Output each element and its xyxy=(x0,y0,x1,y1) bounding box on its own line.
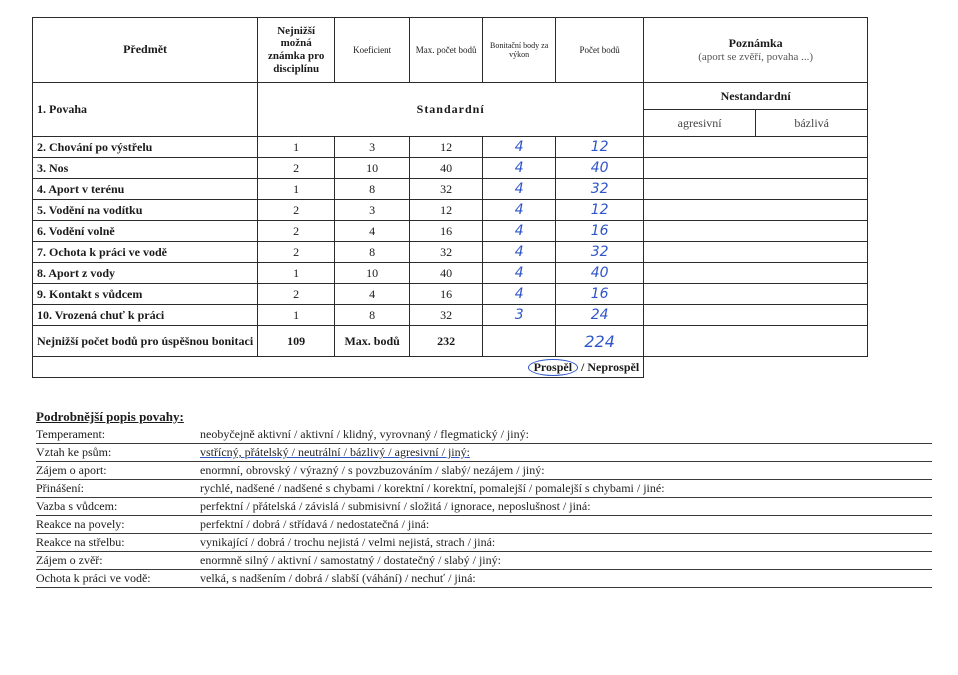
row-coefficient: 10 xyxy=(335,158,410,179)
row-points: 32 xyxy=(556,242,644,263)
summary-empty xyxy=(483,326,556,357)
row-points: 12 xyxy=(556,200,644,221)
row-bonitation: 4 xyxy=(483,242,556,263)
detail-row xyxy=(36,534,932,552)
header-bonitation: Bonitační body za výkon xyxy=(483,18,556,83)
povaha-option-aggressive: agresivní xyxy=(644,110,756,137)
detail-row xyxy=(36,570,932,588)
row-subject: 9. Kontakt s vůdcem xyxy=(33,284,258,305)
detail-label: Vztah ke psům: xyxy=(36,445,112,459)
row-bonitation: 4 xyxy=(483,263,556,284)
header-min-grade: Nejnižší možná známka pro disciplínu xyxy=(258,18,335,83)
row-coefficient: 8 xyxy=(335,305,410,326)
result-blank xyxy=(644,357,868,378)
row-min-grade: 1 xyxy=(258,179,335,200)
table-row xyxy=(33,221,868,242)
row-bonitation: 4 xyxy=(483,221,556,242)
evaluation-table xyxy=(32,17,868,378)
detail-label: Temperament: xyxy=(36,427,106,441)
povaha-nonstandard-title: Nestandardní xyxy=(644,83,868,110)
row-subject: 3. Nos xyxy=(33,158,258,179)
row-max: 16 xyxy=(410,284,483,305)
povaha-standard: Standardní xyxy=(258,83,644,137)
row-min-grade: 2 xyxy=(258,284,335,305)
row-subject: 7. Ochota k práci ve vodě xyxy=(33,242,258,263)
row-coefficient: 4 xyxy=(335,284,410,305)
table-row xyxy=(33,263,868,284)
row-note xyxy=(644,305,868,326)
detail-label: Vazba s vůdcem: xyxy=(36,499,118,513)
row-note xyxy=(644,179,868,200)
row-note xyxy=(644,242,868,263)
row-points: 40 xyxy=(556,263,644,284)
summary-total: 224 xyxy=(556,326,644,357)
detail-label: Reakce na střelbu: xyxy=(36,535,125,549)
result-fail: Neprospěl xyxy=(587,359,640,374)
row-bonitation: 4 xyxy=(483,137,556,158)
detail-label: Ochota k práci ve vodě: xyxy=(36,571,151,585)
row-points: 12 xyxy=(556,137,644,158)
detail-row xyxy=(36,516,932,534)
detail-label: Reakce na povely: xyxy=(36,517,125,531)
row-note xyxy=(644,200,868,221)
detail-row xyxy=(36,480,932,498)
row-max: 40 xyxy=(410,263,483,284)
summary-max-label: Max. bodů xyxy=(335,326,410,357)
row-coefficient: 4 xyxy=(335,221,410,242)
row-points: 16 xyxy=(556,221,644,242)
detail-row xyxy=(36,552,932,570)
row-points: 16 xyxy=(556,284,644,305)
summary-label: Nejnižší počet bodů pro úspěšnou bonitaci xyxy=(33,326,258,357)
summary-max-total: 232 xyxy=(410,326,483,357)
header-points: Počet bodů xyxy=(556,18,644,83)
row-bonitation: 4 xyxy=(483,284,556,305)
detail-title: Podrobnější popis povahy: xyxy=(36,409,184,424)
row-coefficient: 10 xyxy=(335,263,410,284)
table-row xyxy=(33,200,868,221)
row-coefficient: 8 xyxy=(335,179,410,200)
row-subject: 8. Aport z vody xyxy=(33,263,258,284)
row-note xyxy=(644,221,868,242)
header-note xyxy=(644,18,868,83)
row-max: 12 xyxy=(410,137,483,158)
row-max: 12 xyxy=(410,200,483,221)
row-note xyxy=(644,137,868,158)
detail-label: Zájem o zvěř: xyxy=(36,553,103,567)
result-pass: Prospěl xyxy=(528,359,578,376)
table-row xyxy=(33,305,868,326)
row-min-grade: 2 xyxy=(258,242,335,263)
row-max: 32 xyxy=(410,179,483,200)
table-row xyxy=(33,158,868,179)
result-row xyxy=(33,357,868,378)
row-points: 32 xyxy=(556,179,644,200)
result-cell xyxy=(33,357,644,378)
row-subject: 10. Vrozená chuť k práci xyxy=(33,305,258,326)
row-note xyxy=(644,284,868,305)
row-min-grade: 2 xyxy=(258,221,335,242)
detail-row xyxy=(36,444,932,462)
detail-value: enormní, obrovský / výrazný / s povzbuzováním / slabý/ nezájem / jiný: xyxy=(200,463,545,477)
summary-min-total: 109 xyxy=(258,326,335,357)
row-max: 32 xyxy=(410,242,483,263)
table-row xyxy=(33,284,868,305)
detail-value: neobyčejně aktivní / aktivní / klidný, vyrovnaný / flegmatický / jiný: xyxy=(200,427,529,441)
row-subject: 4. Aport v terénu xyxy=(33,179,258,200)
detail-value: vstřícný, přátelský / neutrální / bázlivý / agresivní / jiný: xyxy=(200,445,470,459)
temperament-detail xyxy=(36,409,932,588)
row-note xyxy=(644,158,868,179)
table-row xyxy=(33,137,868,158)
row-subject: 2. Chování po výstřelu xyxy=(33,137,258,158)
row-max: 32 xyxy=(410,305,483,326)
note-title: Poznámka xyxy=(728,35,783,50)
note-subtitle: (aport se zvěří, povaha ...) xyxy=(698,50,814,63)
row-points: 40 xyxy=(556,158,644,179)
detail-row xyxy=(36,426,932,444)
row-min-grade: 1 xyxy=(258,137,335,158)
row-min-grade: 1 xyxy=(258,305,335,326)
row-subject: 5. Vodění na vodítku xyxy=(33,200,258,221)
detail-value: perfektní / přátelská / závislá / submisivní / složitá / ignorace, neposlušnost / jiná: xyxy=(200,499,591,513)
row-bonitation: 4 xyxy=(483,158,556,179)
row-min-grade: 1 xyxy=(258,263,335,284)
detail-value: vynikající / dobrá / trochu nejistá / velmi nejistá, strach / jiná: xyxy=(200,535,496,549)
detail-row xyxy=(36,498,932,516)
row-coefficient: 3 xyxy=(335,137,410,158)
row-subject: 6. Vodění volně xyxy=(33,221,258,242)
table-row xyxy=(33,179,868,200)
row-max: 16 xyxy=(410,221,483,242)
row-bonitation: 4 xyxy=(483,200,556,221)
detail-row xyxy=(36,462,932,480)
header-max-points: Max. počet bodů xyxy=(410,18,483,83)
detail-label: Zájem o aport: xyxy=(36,463,107,477)
detail-value: perfektní / dobrá / střídavá / nedostatečná / jiná: xyxy=(200,517,430,531)
header-subject: Předmět xyxy=(33,18,258,83)
row-note xyxy=(644,263,868,284)
row-bonitation: 3 xyxy=(483,305,556,326)
detail-label: Přinášení: xyxy=(36,481,84,495)
table-row xyxy=(33,242,868,263)
row-coefficient: 8 xyxy=(335,242,410,263)
detail-value: enormně silný / aktivní / samostatný / dostatečný / slabý / jiný: xyxy=(200,553,501,567)
summary-row xyxy=(33,326,868,357)
povaha-option-shy: bázlivá xyxy=(756,110,868,137)
povaha-label: 1. Povaha xyxy=(33,83,258,137)
summary-note xyxy=(644,326,868,357)
row-min-grade: 2 xyxy=(258,158,335,179)
row-points: 24 xyxy=(556,305,644,326)
header-coefficient: Koeficient xyxy=(335,18,410,83)
result-separator: / xyxy=(581,359,585,374)
row-bonitation: 4 xyxy=(483,179,556,200)
detail-value: rychlé, nadšené / nadšené s chybami / korektní / korektní, pomalejší / pomalejší s chybami / jiné: xyxy=(200,481,665,495)
row-coefficient: 3 xyxy=(335,200,410,221)
row-max: 40 xyxy=(410,158,483,179)
detail-value: velká, s nadšením / dobrá / slabší (váhání) / nechuť / jiná: xyxy=(200,571,476,585)
row-min-grade: 2 xyxy=(258,200,335,221)
